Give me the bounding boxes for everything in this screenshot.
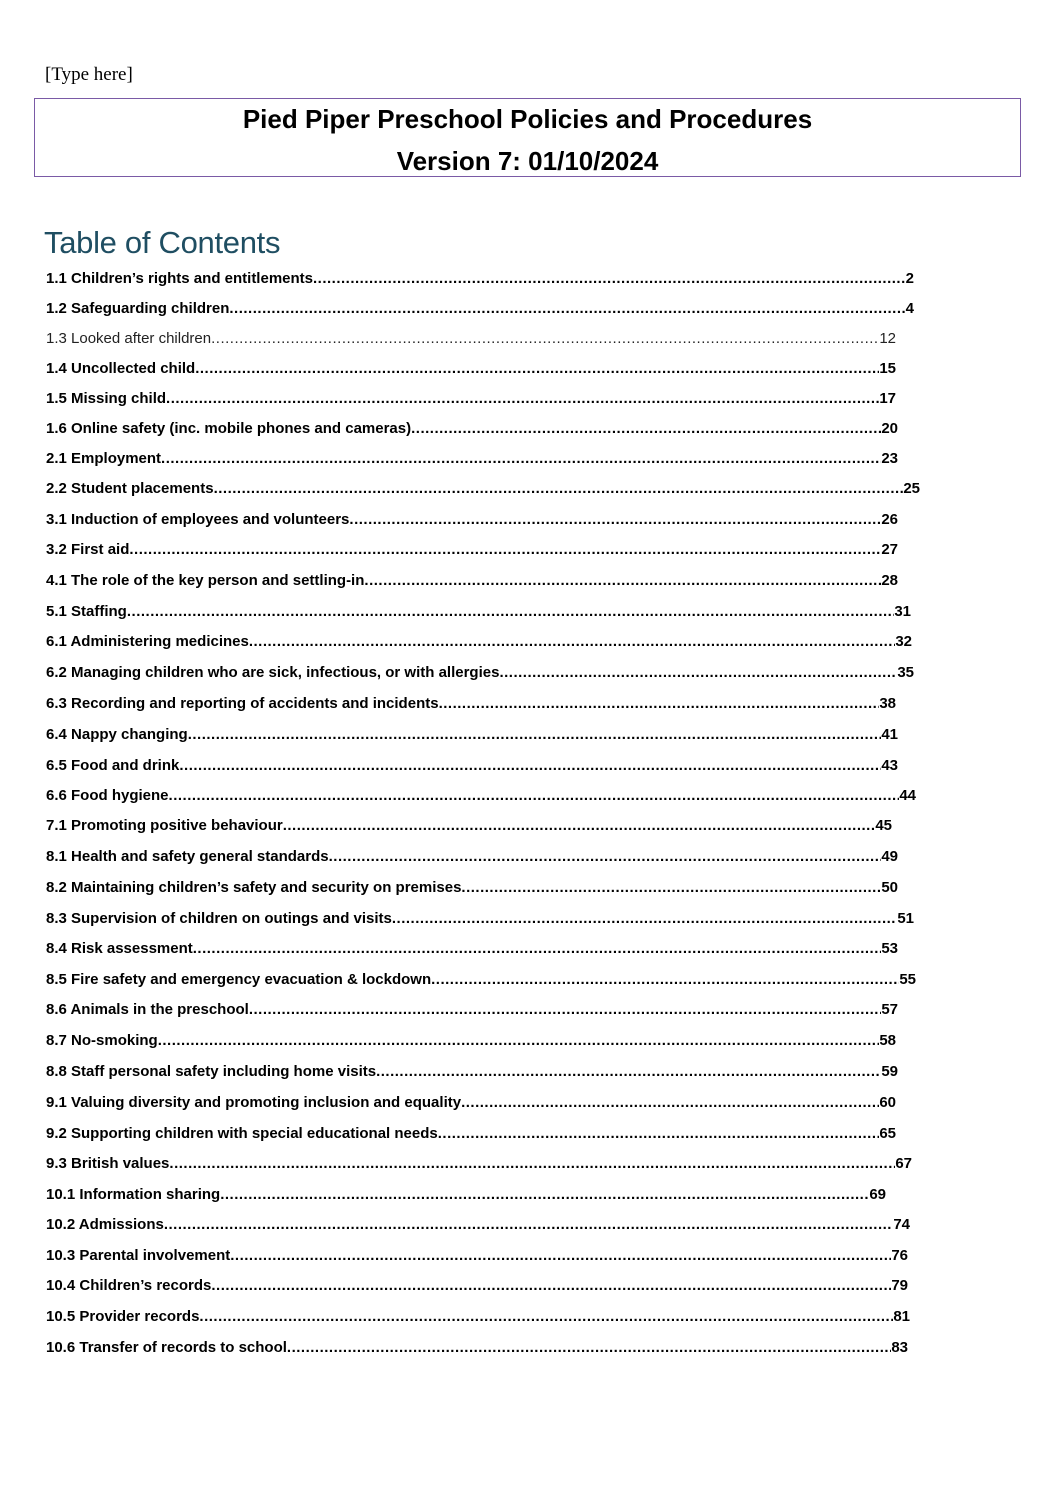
toc-entry[interactable] xyxy=(46,390,896,416)
toc-entry[interactable] xyxy=(46,420,898,446)
toc-dot-leader xyxy=(411,420,881,437)
toc-entry-page: 44 xyxy=(899,787,916,804)
toc-dot-leader xyxy=(199,1308,893,1325)
toc-dot-leader xyxy=(249,1001,881,1018)
toc-dot-leader xyxy=(461,879,881,896)
toc-entry[interactable] xyxy=(46,450,898,476)
toc-dot-leader xyxy=(229,300,905,317)
toc-dot-leader xyxy=(169,1155,895,1172)
toc-entry-label: 1.5 Missing child xyxy=(46,390,167,407)
toc-entry-page: 50 xyxy=(881,879,898,896)
toc-entry[interactable] xyxy=(46,603,911,629)
toc-entry[interactable] xyxy=(46,817,892,843)
toc-entry-label: 5.1 Staffing xyxy=(46,603,127,620)
toc-entry[interactable] xyxy=(46,664,914,690)
toc-entry-label: 8.4 Risk assessment xyxy=(46,940,193,957)
toc-entry-label: 1.4 Uncollected child xyxy=(46,360,196,377)
toc-entry-label: 10.3 Parental involvement xyxy=(46,1247,231,1264)
toc-entry[interactable] xyxy=(46,1247,908,1273)
toc-entry-page: 67 xyxy=(895,1155,912,1172)
toc-entry-label: 6.6 Food hygiene xyxy=(46,787,169,804)
toc-entry-page: 60 xyxy=(879,1094,896,1111)
toc-entry[interactable] xyxy=(46,726,898,752)
toc-dot-leader xyxy=(211,1277,891,1294)
toc-dot-leader xyxy=(214,480,904,497)
toc-entry-page: 25 xyxy=(903,480,920,497)
toc-entry[interactable] xyxy=(46,910,914,936)
toc-entry-label: 8.2 Maintaining children’s safety and security on premises xyxy=(46,879,462,896)
toc-dot-leader xyxy=(376,1063,881,1080)
toc-entry-label: 8.8 Staff personal safety including home visits xyxy=(46,1063,377,1080)
toc-dot-leader xyxy=(329,848,882,865)
toc-entry-page: 79 xyxy=(891,1277,908,1294)
toc-entry-page: 20 xyxy=(881,420,898,437)
toc-dot-leader xyxy=(164,1216,893,1233)
toc-dot-leader xyxy=(431,971,899,988)
toc-entry-label: 7.1 Promoting positive behaviour xyxy=(46,817,283,834)
toc-dot-leader xyxy=(193,940,882,957)
toc-entry-page: 17 xyxy=(879,390,896,407)
toc-entry[interactable] xyxy=(46,940,898,966)
toc-entry-label: 10.2 Admissions xyxy=(46,1216,164,1233)
toc-entry[interactable] xyxy=(46,270,914,296)
toc-dot-leader xyxy=(439,695,880,712)
toc-entry-page: 51 xyxy=(897,910,914,927)
toc-entry-label: 2.2 Student placements xyxy=(46,480,214,497)
toc-entry-label: 10.4 Children’s records xyxy=(46,1277,212,1294)
toc-entry-label: 1.6 Online safety (inc. mobile phones and cameras) xyxy=(46,420,412,437)
toc-entry[interactable] xyxy=(46,1063,898,1089)
toc-dot-leader xyxy=(461,1094,879,1111)
toc-entry-page: 23 xyxy=(881,450,898,467)
toc-entry-page: 2 xyxy=(905,270,914,287)
toc-dot-leader xyxy=(499,664,897,681)
toc-entry-page: 53 xyxy=(881,940,898,957)
document-version: Version 7: 01/10/2024 xyxy=(396,146,659,176)
toc-entry[interactable] xyxy=(46,572,898,598)
toc-dot-leader xyxy=(438,1125,880,1142)
toc-entry-label: 8.3 Supervision of children on outings and visits xyxy=(46,910,392,927)
toc-entry-page: 26 xyxy=(881,511,898,528)
toc-dot-leader xyxy=(161,450,881,467)
document-title-box xyxy=(34,98,1021,177)
toc-entry[interactable] xyxy=(46,330,896,356)
toc-entry[interactable] xyxy=(46,1308,910,1334)
toc-entry-label: 1.1 Children’s rights and entitlements xyxy=(46,270,313,287)
toc-dot-leader xyxy=(169,787,900,804)
toc-entry-label: 3.2 First aid xyxy=(46,541,130,558)
toc-dot-leader xyxy=(392,910,897,927)
toc-entry-page: 74 xyxy=(893,1216,910,1233)
toc-entry-label: 8.1 Health and safety general standards xyxy=(46,848,329,865)
toc-entry-label: 1.3 Looked after children xyxy=(46,330,212,347)
toc-heading: Table of Contents xyxy=(44,225,281,260)
toc-dot-leader xyxy=(287,1339,891,1356)
toc-entry-page: 83 xyxy=(891,1339,908,1356)
toc-entry-label: 4.1 The role of the key person and settling-in xyxy=(46,572,365,589)
toc-entry-page: 69 xyxy=(869,1186,886,1203)
toc-entry-page: 35 xyxy=(897,664,914,681)
toc-entry-label: 10.1 Information sharing xyxy=(46,1186,221,1203)
toc-entry-label: 3.1 Induction of employees and volunteers xyxy=(46,511,350,528)
toc-dot-leader xyxy=(313,270,906,287)
toc-entry[interactable] xyxy=(46,1339,908,1365)
toc-dot-leader xyxy=(249,633,895,650)
toc-entry-page: 65 xyxy=(879,1125,896,1142)
toc-entry[interactable] xyxy=(46,541,898,567)
toc-entry-page: 59 xyxy=(881,1063,898,1080)
toc-entry-label: 10.5 Provider records xyxy=(46,1308,200,1325)
toc-entry-page: 27 xyxy=(881,541,898,558)
toc-entry[interactable] xyxy=(46,848,898,874)
toc-entry-page: 57 xyxy=(881,1001,898,1018)
toc-dot-leader xyxy=(158,1032,880,1049)
toc-entry-label: 6.3 Recording and reporting of accidents and incidents xyxy=(46,695,439,712)
toc-entry-label: 2.1 Employment xyxy=(46,450,162,467)
toc-entry-label: 1.2 Safeguarding children xyxy=(46,300,230,317)
toc-entry-label: 8.5 Fire safety and emergency evacuation & lockdown xyxy=(46,971,432,988)
toc-entry[interactable] xyxy=(46,1001,898,1027)
toc-entry[interactable] xyxy=(46,1216,910,1242)
toc-entry[interactable] xyxy=(46,633,912,659)
toc-entry-label: 6.2 Managing children who are sick, infectious, or with allergies xyxy=(46,664,500,681)
toc-entry-page: 15 xyxy=(879,360,896,377)
toc-entry-page: 28 xyxy=(881,572,898,589)
toc-entry-label: 8.6 Animals in the preschool xyxy=(46,1001,249,1018)
toc-dot-leader xyxy=(179,757,881,774)
toc-dot-leader xyxy=(195,360,879,377)
toc-entry[interactable] xyxy=(46,300,914,326)
toc-entry-page: 12 xyxy=(879,330,896,347)
toc-entry-page: 76 xyxy=(891,1247,908,1264)
toc-entry-label: 8.7 No-smoking xyxy=(46,1032,158,1049)
toc-entry-label: 6.1 Administering medicines xyxy=(46,633,249,650)
toc-dot-leader xyxy=(127,603,894,620)
toc-entry-page: 41 xyxy=(881,726,898,743)
toc-dot-leader xyxy=(364,572,881,589)
toc-entry-label: 10.6 Transfer of records to school xyxy=(46,1339,287,1356)
toc-dot-leader xyxy=(188,726,882,743)
toc-entry[interactable] xyxy=(46,787,916,813)
toc-entry[interactable] xyxy=(46,1277,908,1303)
toc-entry-page: 45 xyxy=(875,817,892,834)
toc-entry-label: 9.3 British values xyxy=(46,1155,170,1172)
toc-entry[interactable] xyxy=(46,1155,912,1181)
toc-entry-page: 43 xyxy=(881,757,898,774)
toc-entry-page: 81 xyxy=(893,1308,910,1325)
toc-dot-leader xyxy=(283,817,876,834)
document-title: Pied Piper Preschool Policies and Procedures xyxy=(242,104,813,134)
toc-entry[interactable] xyxy=(46,360,896,386)
toc-entry-label: 9.2 Supporting children with special educational needs xyxy=(46,1125,438,1142)
toc-entry-page: 55 xyxy=(899,971,916,988)
toc-entry-page: 31 xyxy=(894,603,911,620)
toc-dot-leader xyxy=(349,511,881,528)
toc-dot-leader xyxy=(230,1247,891,1264)
toc-entry[interactable] xyxy=(46,1032,896,1058)
toc-entry[interactable] xyxy=(46,879,898,905)
toc-entry[interactable] xyxy=(46,1186,886,1212)
toc-entry[interactable] xyxy=(46,1094,896,1120)
toc-entry-page: 38 xyxy=(879,695,896,712)
toc-entry-page: 4 xyxy=(905,300,914,317)
toc-entry[interactable] xyxy=(46,757,898,783)
page-header-placeholder: [Type here] xyxy=(45,64,133,85)
toc-entry[interactable] xyxy=(46,480,920,506)
toc-entry-label: 9.1 Valuing diversity and promoting inclusion and equality xyxy=(46,1094,462,1111)
toc-dot-leader xyxy=(211,330,879,347)
toc-entry-label: 6.4 Nappy changing xyxy=(46,726,188,743)
toc-entry[interactable] xyxy=(46,971,916,997)
toc-dot-leader xyxy=(129,541,881,558)
toc-entry[interactable] xyxy=(46,1125,896,1151)
toc-entry-page: 58 xyxy=(879,1032,896,1049)
toc-dot-leader xyxy=(220,1186,869,1203)
toc-entry-label: 6.5 Food and drink xyxy=(46,757,180,774)
toc-entry[interactable] xyxy=(46,511,898,537)
toc-entry[interactable] xyxy=(46,695,896,721)
toc-entry-page: 49 xyxy=(881,848,898,865)
toc-dot-leader xyxy=(166,390,879,407)
toc-entry-page: 32 xyxy=(895,633,912,650)
